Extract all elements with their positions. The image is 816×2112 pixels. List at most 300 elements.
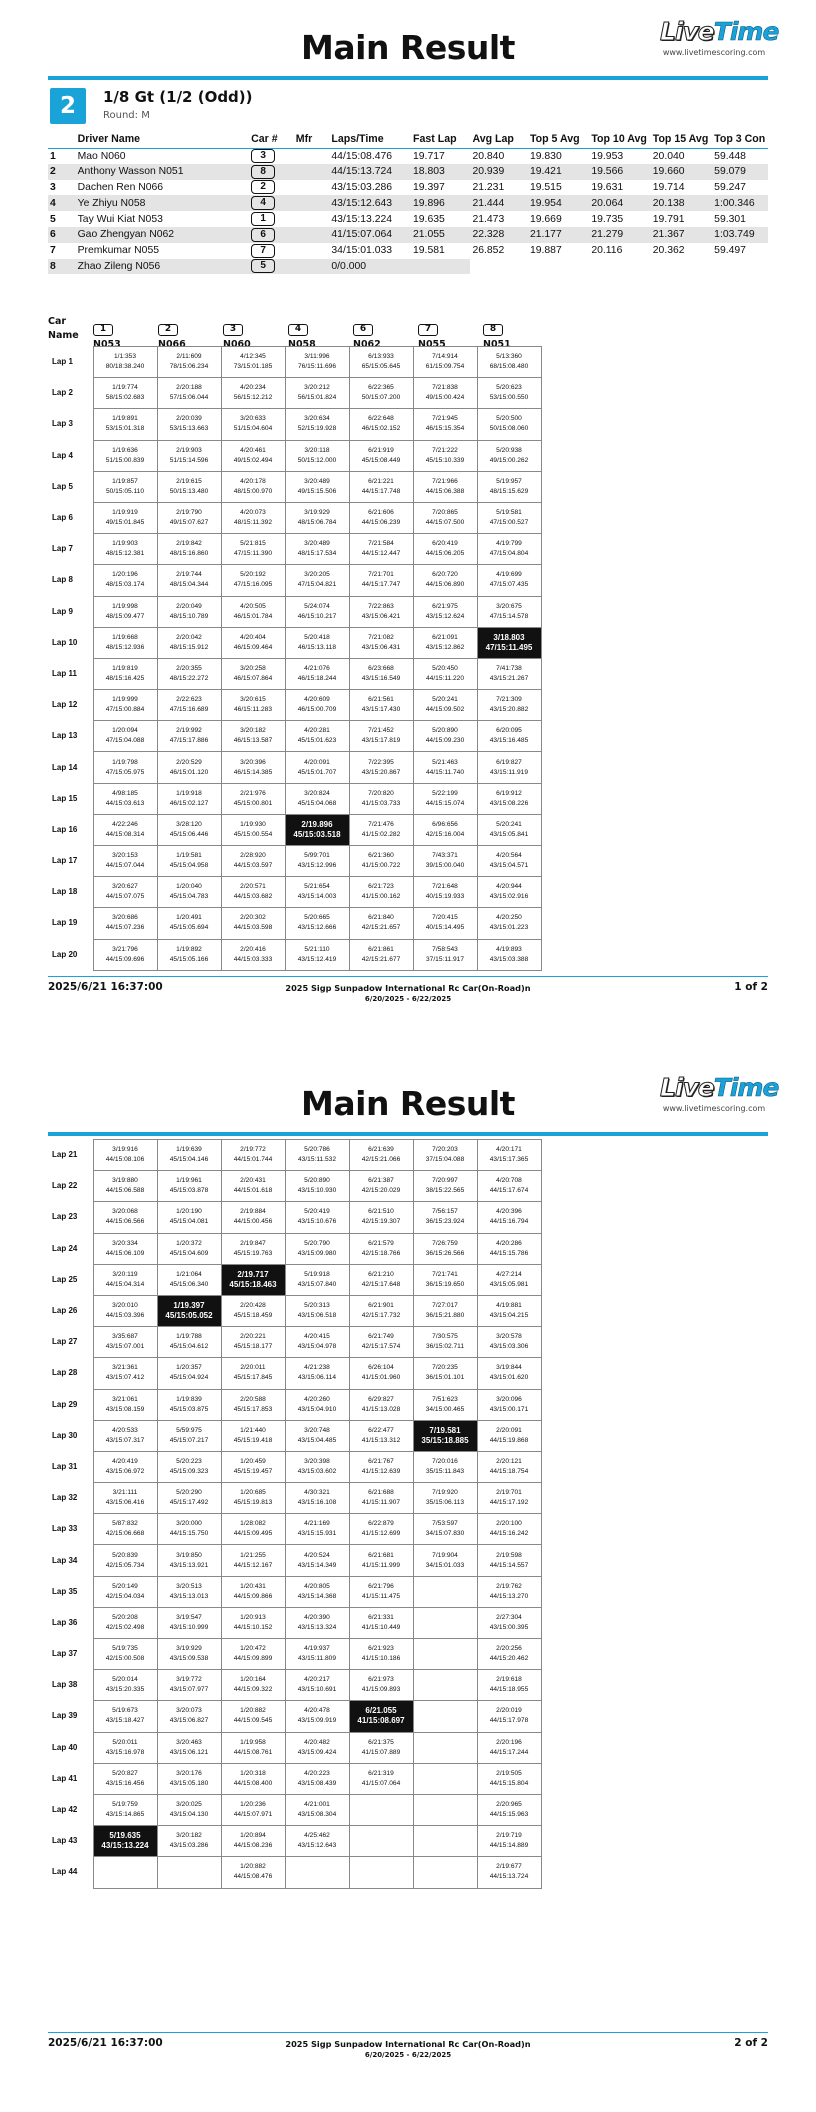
lap-label: Lap 32: [48, 1483, 93, 1514]
lap-cumulative: 80/18:38.240: [105, 363, 145, 371]
lap-cumulative: 48/15:16.860: [169, 550, 209, 558]
lap-label: Lap 40: [48, 1732, 93, 1763]
lap-cell: [157, 1639, 221, 1670]
lap-position-time: 7/19:904: [432, 1551, 458, 1559]
results-cell-car: [249, 164, 294, 180]
results-cell-car: [249, 180, 294, 196]
lap-row: [48, 1794, 541, 1825]
lap-position-time: 4/20:461: [240, 446, 266, 454]
lap-cell: [157, 783, 221, 814]
lap-cumulative: 44/15:13.270: [489, 1592, 529, 1600]
lap-cell: [157, 409, 221, 440]
lap-cumulative: 46/15:02.127: [169, 799, 209, 807]
lap-position-time: 6/23:668: [368, 664, 394, 672]
results-cell-mfr: [294, 243, 330, 259]
lap-row: [48, 378, 541, 409]
lap-label: Lap 35: [48, 1576, 93, 1607]
lap-cumulative: 44/15:07.500: [425, 519, 465, 527]
lap-cell: [413, 440, 477, 471]
lap-cell: [349, 1233, 413, 1264]
results-cell-car: [249, 211, 294, 227]
lap-row: [48, 1732, 541, 1763]
footer-event: 2025 Sigp Sunpadow International Rc Car(On-Road)n: [285, 2039, 531, 2049]
lap-cumulative: 42/15:21.677: [361, 955, 401, 963]
lap-cumulative: 44/15:06.109: [105, 1249, 145, 1257]
lap-cell: [349, 1607, 413, 1638]
lap-label: Lap 12: [48, 690, 93, 721]
lap-cumulative: 44/15:06.566: [105, 1218, 145, 1226]
lap-cell: [413, 1202, 477, 1233]
lap-cell: [413, 846, 477, 877]
lap-cell: [93, 1545, 157, 1576]
lap-position-time: 2/20:221: [240, 1333, 266, 1341]
lap-cell: [157, 347, 221, 378]
results-row: [48, 180, 768, 196]
lap-position-time: 4/21:238: [304, 1364, 330, 1372]
lap-cumulative: 43/15:01.620: [489, 1374, 529, 1382]
race-round: Round: M: [103, 110, 150, 121]
lap-position-time: 5/20:241: [432, 696, 458, 704]
lap-label: Lap 37: [48, 1639, 93, 1670]
lap-cell: [93, 1358, 157, 1389]
lap-cell: [157, 534, 221, 565]
lap-cumulative: 45/15:17.845: [233, 1374, 273, 1382]
lap-cumulative: 43/15:13.013: [169, 1592, 209, 1600]
lap-position-time: 6/21:796: [368, 1582, 394, 1590]
lap-cell: [93, 440, 157, 471]
lap-row: [48, 1451, 541, 1482]
lap-cell: [157, 1794, 221, 1825]
lap-position-time: 7/58:543: [432, 945, 458, 953]
lap-label: Lap 20: [48, 939, 93, 970]
lap-cell: [285, 690, 349, 721]
lap-position-time: 6/22:477: [368, 1426, 394, 1434]
logo-url: www.livetimescoring.com: [662, 48, 766, 57]
lap-cumulative: 43/15:06.421: [361, 612, 401, 620]
lap-cumulative: 44/15:09.696: [105, 955, 145, 963]
results-column-header: Avg Lap: [470, 130, 528, 148]
results-cell-driver: Mao N060: [77, 150, 126, 162]
lap-position-time: 1/19:774: [112, 384, 138, 392]
lap-cumulative: 43/15:03.388: [489, 955, 529, 963]
lap-position-time: 4/25:462: [304, 1832, 330, 1840]
lap-position-time: 4/21:169: [304, 1520, 330, 1528]
lap-position-time: 3/21:796: [112, 945, 138, 953]
lap-cumulative: 49/15:02.494: [233, 456, 273, 464]
lap-row: [48, 690, 541, 721]
lap-cell: [477, 908, 541, 939]
lap-cell: [221, 1857, 285, 1888]
lap-position-time: 4/19:699: [496, 571, 522, 579]
lap-cell: [285, 1514, 349, 1545]
lap-cumulative: 48/15:03.174: [105, 581, 145, 589]
lap-cell: [157, 1233, 221, 1264]
results-cell-mfr: [294, 148, 330, 164]
lap-cumulative: 44/15:08.314: [105, 830, 145, 838]
lap-cell: [221, 814, 285, 845]
lap-position-time: 3/20:396: [240, 758, 266, 766]
results-cell-driver: Ye Zhiyu N058: [76, 195, 250, 211]
lap-cell: [221, 1264, 285, 1295]
lap-cumulative: 45/15:08.449: [361, 456, 401, 464]
lap-position-time: 4/20:281: [304, 727, 330, 735]
lap-cell: [285, 1202, 349, 1233]
lap-cell: [221, 596, 285, 627]
lap-cumulative: 43/15:13.921: [169, 1561, 209, 1569]
lap-cell: [93, 1171, 157, 1202]
results-cell-top3con: 59.247: [714, 181, 746, 193]
lap-position-time: 3/20:182: [176, 1832, 202, 1840]
lap-cell: [157, 1327, 221, 1358]
results-cell-driver: Dachen Ren N066: [77, 181, 164, 193]
lap-cell: [221, 846, 285, 877]
lap-cell: [157, 1732, 221, 1763]
lap-cumulative: 51/15:14.596: [169, 456, 209, 464]
lap-cumulative: 43/15:12.666: [297, 924, 337, 932]
lap-cell: [477, 1420, 541, 1451]
logo-live-text: Live: [660, 1073, 714, 1102]
lap-cell: [93, 1607, 157, 1638]
lap-position-time: 1/19:798: [112, 758, 138, 766]
lap-cumulative: 45/15:04.609: [169, 1249, 209, 1257]
lap-cumulative: 46/15:01.784: [233, 612, 273, 620]
lap-cumulative: 45/15:19.418: [233, 1436, 273, 1444]
lap-position-time: 7/21:452: [368, 727, 394, 735]
lap-position-time: 3/20:675: [496, 602, 522, 610]
lap-cumulative: 43/15:04.215: [489, 1312, 529, 1320]
lap-position-time: 2/19:615: [176, 477, 202, 485]
lap-cell: [413, 877, 477, 908]
results-row: [48, 195, 768, 211]
lap-cumulative: 44/15:16.242: [489, 1530, 529, 1538]
lap-cell: [157, 690, 221, 721]
logo-live-text: Live: [660, 17, 714, 46]
lap-row: [48, 1483, 541, 1514]
lap-row: [48, 658, 541, 689]
lap-cell: [285, 1295, 349, 1326]
lap-cell: [221, 1576, 285, 1607]
lap-cumulative: 45/15:18.459: [233, 1312, 273, 1320]
lap-cumulative: 44/15:06.205: [425, 550, 465, 558]
lap-cell: [413, 1794, 477, 1825]
lap-cumulative: 43/15:17.365: [489, 1156, 529, 1164]
lap-cumulative: 45/15:19.763: [233, 1249, 273, 1257]
lap-position-time: 4/20:415: [304, 1333, 330, 1341]
results-cell-car: [249, 148, 294, 164]
lap-cell: [413, 1327, 477, 1358]
header-rule: [48, 76, 768, 80]
lap-cumulative: 43/15:04.571: [489, 862, 529, 870]
lap-position-time: 2/20:100: [496, 1520, 522, 1528]
lap-row: [48, 1140, 541, 1171]
lap-position-time: 6/21:919: [368, 446, 394, 454]
results-row: [48, 243, 768, 259]
lap-cumulative: 43/15:11.532: [297, 1156, 336, 1164]
lap-position-time: 6/21:723: [368, 883, 394, 891]
lap-cumulative: 43/15:10.999: [169, 1623, 209, 1631]
lap-cumulative: 45/15:18.177: [233, 1343, 273, 1351]
lap-position-time: 7/51:623: [432, 1395, 458, 1403]
lap-cell: [413, 471, 477, 502]
lap-cell: [477, 1389, 541, 1420]
lap-position-time: 2/19:719: [496, 1832, 522, 1840]
lap-cumulative: 44/15:09.502: [425, 706, 465, 714]
lap-position-time: 3/21:361: [112, 1364, 138, 1372]
lap-cell: [413, 1483, 477, 1514]
lap-cell: [349, 1483, 413, 1514]
lap-position-time: 2/20:431: [240, 1177, 266, 1185]
lap-cumulative: 44/15:19.868: [489, 1436, 529, 1444]
results-cell-laps_time: 43/15:13.224: [331, 213, 393, 225]
lap-row: [48, 783, 541, 814]
lap-position-time: 3/20:627: [112, 883, 138, 891]
lap-cumulative: 46/15:11.283: [233, 706, 272, 714]
lap-row: [48, 1295, 541, 1326]
lap-cell: [93, 1327, 157, 1358]
results-cell-mfr: [294, 211, 330, 227]
lap-cumulative: 45/15:06.340: [169, 1280, 209, 1288]
lap-cumulative: 43/15:00.171: [489, 1405, 529, 1413]
lap-cumulative: 44/15:15.074: [425, 799, 465, 807]
lap-cumulative: 43/15:06.416: [105, 1499, 145, 1507]
lap-cumulative: 48/15:17.534: [297, 550, 337, 558]
lap-cumulative: 43/15:08.439: [297, 1779, 337, 1787]
lap-cell: [477, 1327, 541, 1358]
lap-cumulative: 42/15:17.648: [361, 1280, 401, 1288]
lap-cell: [285, 658, 349, 689]
lap-position-time: 5/21:463: [432, 758, 458, 766]
lap-cell: [349, 1140, 413, 1171]
results-cell-top5: 19.887: [529, 245, 562, 257]
results-cell-top5: 19.669: [529, 213, 562, 225]
lap-position-time: 1/21:064: [176, 1270, 202, 1278]
lap-cumulative: 43/15:05.981: [489, 1280, 529, 1288]
lap-position-time: 3/19:916: [112, 1146, 138, 1154]
lap-cell: [221, 1794, 285, 1825]
lap-cumulative: 41/15:02.282: [361, 830, 401, 838]
lap-cell: [477, 1576, 541, 1607]
lap-cumulative: 43/15:04.130: [169, 1811, 209, 1819]
lap-cumulative: 45/15:04.146: [169, 1156, 209, 1164]
car-name: N051: [483, 339, 511, 350]
lap-cumulative: 47/15:05.975: [105, 768, 145, 776]
lap-cumulative: 43/15:06.431: [361, 643, 401, 651]
lap-cell: [157, 908, 221, 939]
lap-position-time: 5/20:827: [112, 1769, 138, 1777]
lap-cell: [93, 658, 157, 689]
lap-cumulative: 44/15:14.557: [489, 1561, 529, 1569]
lap-cell: [349, 1389, 413, 1420]
lap-cell: [349, 409, 413, 440]
results-cell-laps_time: 44/15:13.724: [329, 164, 411, 180]
lap-position-time: 4/20:533: [112, 1426, 138, 1434]
lap-cumulative: 40/15:19.933: [425, 893, 465, 901]
lap-cumulative: 44/15:15.786: [489, 1249, 529, 1257]
lap-cumulative: 44/15:03.613: [105, 799, 145, 807]
lap-row: [48, 1545, 541, 1576]
lap-position-time: 5/59:975: [176, 1426, 202, 1434]
lap-cumulative: 43/15:07.001: [105, 1343, 145, 1351]
lap-cumulative: 43/15:07.317: [105, 1436, 145, 1444]
results-cell-top3con: 1:03.749: [712, 227, 768, 243]
lap-position-time: 4/19:881: [496, 1302, 522, 1310]
page-title: Main Result: [301, 28, 515, 67]
lap-position-time: 6/22:879: [368, 1520, 394, 1528]
lap-cell: [221, 534, 285, 565]
lap-cell: [477, 1794, 541, 1825]
results-column-header: Car #: [249, 130, 294, 148]
logo-url: www.livetimescoring.com: [662, 1104, 766, 1113]
lap-cumulative: 47/15:16.095: [233, 581, 273, 589]
lap-cell: [413, 1451, 477, 1482]
lap-position-time: 7/22:395: [368, 758, 394, 766]
car-number-badge: 2: [251, 180, 275, 194]
lap-position-time: 3/20:205: [304, 571, 330, 579]
lap-position-time: 4/20:390: [304, 1613, 330, 1621]
lap-cumulative: 43/15:07.412: [105, 1374, 145, 1382]
results-cell-driver: Premkumar N055: [77, 245, 160, 257]
lap-position-time: 3/20:398: [304, 1457, 330, 1465]
lap-position-time: 7/21:648: [432, 883, 458, 891]
lap-cell: [93, 1857, 157, 1888]
lap-cumulative: 41/15:11.999: [361, 1561, 400, 1569]
lap-position-time: 3/20:334: [112, 1239, 138, 1247]
results-row: [48, 211, 768, 227]
lap-position-time: 6/21:221: [368, 477, 394, 485]
lap-position-time: 2/19:992: [176, 727, 202, 735]
lap-position-time: 7/20:997: [432, 1177, 458, 1185]
lap-cumulative: 43/15:12.996: [297, 862, 337, 870]
lap-cumulative: 48/15:04.344: [169, 581, 209, 589]
results-cell-top15: 20.040: [652, 150, 685, 162]
lap-cell: [93, 1514, 157, 1545]
lap-cumulative: 44/15:11.220: [425, 674, 464, 682]
lap-cumulative: 45/15:10.339: [425, 456, 465, 464]
lap-position-time: 6/20:720: [432, 571, 458, 579]
lap-cumulative: 41/15:10.186: [361, 1655, 401, 1663]
lap-position-time: 5/19:581: [496, 509, 522, 517]
lap-cell: [157, 1857, 221, 1888]
lap-cell: [221, 877, 285, 908]
lap-cell: [477, 690, 541, 721]
lap-cumulative: 45/15:05.052: [165, 1311, 213, 1321]
lap-cumulative: 45/15:05.166: [169, 955, 209, 963]
lap-position-time: 3/20:182: [240, 727, 266, 735]
car-number-badge: 4: [288, 324, 308, 336]
car-number-badge: 5: [251, 259, 275, 273]
lap-position-time: 2/20:091: [496, 1426, 522, 1434]
results-cell-top3con: 59.301: [714, 213, 746, 225]
lap-cumulative: 43/15:12.643: [297, 1842, 337, 1850]
lap-cumulative: 37/15:11.917: [425, 955, 464, 963]
lap-cumulative: 43/15:06.518: [297, 1312, 337, 1320]
lap-position-time: 1/19:999: [112, 696, 138, 704]
lap-cell: [93, 721, 157, 752]
lap-cell: [157, 1701, 221, 1732]
lap-position-time: 1/19:819: [112, 664, 138, 672]
lap-position-time: 1/21:255: [240, 1551, 266, 1559]
lap-cell: [285, 471, 349, 502]
lap-position-time: 6/21:319: [368, 1769, 394, 1777]
lap-cell: [349, 939, 413, 970]
lap-cumulative: 43/15:02.916: [489, 893, 529, 901]
lap-label: Lap 41: [48, 1763, 93, 1794]
lap-cumulative: 36/15:21.880: [425, 1312, 465, 1320]
lap-position-time: 6/21:639: [368, 1146, 394, 1154]
lap-cell: [477, 1451, 541, 1482]
lap-position-time: 5/20:313: [304, 1302, 330, 1310]
lap-position-time: 1/20:357: [176, 1364, 202, 1372]
lap-cell: [285, 1420, 349, 1451]
lap-cell: [413, 1545, 477, 1576]
lap-position-time: 4/20:234: [240, 384, 266, 392]
lap-position-time: 3/19:929: [304, 509, 330, 517]
lap-cumulative: 44/15:15.804: [489, 1779, 529, 1787]
lap-label: Lap 33: [48, 1514, 93, 1545]
lap-position-time: 4/19:799: [496, 540, 522, 548]
lap-label: Lap 31: [48, 1451, 93, 1482]
lap-position-time: 4/20:944: [496, 883, 522, 891]
lap-cumulative: 43/15:12.862: [425, 643, 465, 651]
lap-position-time: 1/19:581: [176, 852, 202, 860]
lap-cumulative: 53/15:01.318: [105, 425, 145, 433]
results-cell-driver: Zhao Zileng N056: [76, 259, 250, 275]
lap-cell: [477, 1483, 541, 1514]
car-label: Car: [48, 316, 67, 327]
lap-cell: [157, 1483, 221, 1514]
lap-cumulative: 44/15:17.747: [361, 581, 401, 589]
results-cell-top5: 19.421: [528, 164, 589, 180]
lap-cell: [221, 1763, 285, 1794]
lap-cumulative: 44/15:06.588: [105, 1187, 145, 1195]
lap-cumulative: 43/15:05.180: [169, 1779, 209, 1787]
lap-cell: [349, 1451, 413, 1482]
lap-cell: [349, 752, 413, 783]
lap-cumulative: 49/15:01.845: [105, 519, 145, 527]
results-cell-driver: Gao Zhengyan N062: [76, 227, 250, 243]
lap-row: [48, 1358, 541, 1389]
results-cell-top10: [589, 259, 650, 275]
lap-position-time: 1/19:636: [112, 446, 138, 454]
lap-cumulative: 42/15:21.066: [361, 1156, 401, 1164]
lap-position-time: 4/20:478: [304, 1707, 330, 1715]
lap-cumulative: 49/15:15.506: [297, 487, 337, 495]
lap-position-time: 6/21:767: [368, 1457, 394, 1465]
lap-position-time: 6/19:827: [496, 758, 522, 766]
lap-cell: [477, 1857, 541, 1888]
page-footer: [48, 976, 768, 1006]
lap-cumulative: 36/15:02.711: [425, 1343, 464, 1351]
lap-position-time: 5/21:110: [304, 945, 330, 953]
lap-cumulative: 46/15:10.217: [297, 612, 337, 620]
lap-cell: [285, 752, 349, 783]
lap-cell: [477, 596, 541, 627]
lap-position-time: 6/22:648: [368, 415, 394, 423]
lap-cumulative: 45/15:07.217: [169, 1436, 209, 1444]
lap-cell: [157, 1576, 221, 1607]
lap-position-time: 6/21:210: [368, 1270, 394, 1278]
lap-cumulative: 44/15:08.236: [233, 1842, 273, 1850]
lap-cell: [349, 1670, 413, 1701]
lap-position-time: 1/19:958: [240, 1738, 266, 1746]
lap-cumulative: 36/15:26.566: [425, 1249, 465, 1257]
lap-cumulative: 44/15:07.971: [233, 1811, 273, 1819]
lap-cell: [93, 471, 157, 502]
results-cell-fast: [411, 259, 470, 275]
lap-cumulative: 43/15:14.349: [297, 1561, 337, 1569]
lap-position-time: 7/41:738: [496, 664, 522, 672]
lap-cumulative: 46/15:18.244: [297, 674, 337, 682]
